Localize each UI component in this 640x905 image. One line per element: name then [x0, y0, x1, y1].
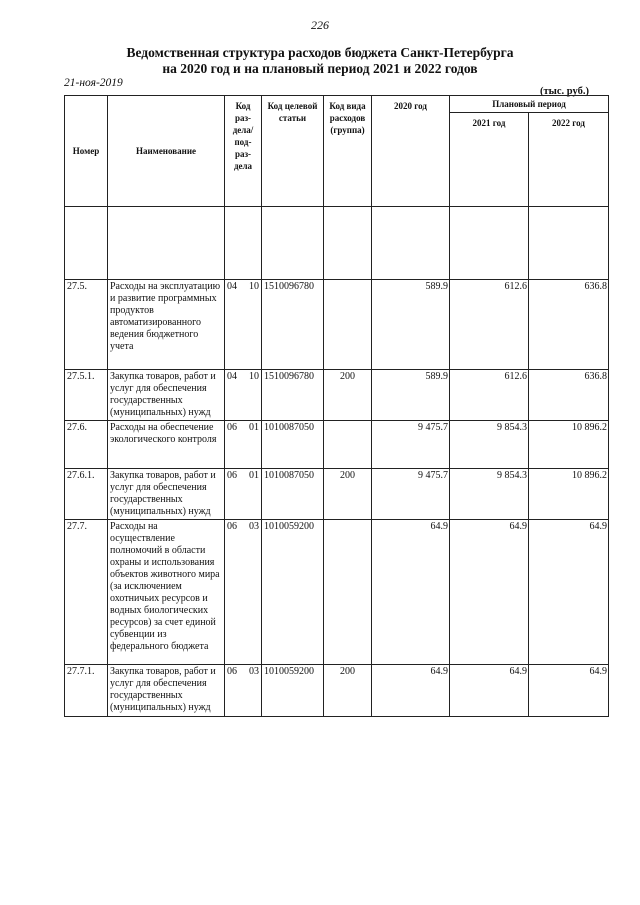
- header-expense-type-code: Код вида расходов (группа): [324, 96, 372, 207]
- row-amount-2020: 64.9: [372, 520, 450, 665]
- row-amount-2020: 589.9: [372, 370, 450, 421]
- units-label: (тыс. руб.): [540, 86, 589, 97]
- row-subsection: 03: [240, 520, 262, 665]
- row-target-code: 1510096780: [262, 280, 324, 370]
- row-number: 27.7.: [65, 520, 108, 665]
- header-planned-period: Плановый период: [450, 96, 609, 113]
- budget-table: [64, 95, 608, 717]
- document-date: 21-ноя-2019: [64, 77, 123, 89]
- header-target-code: Код целевой статьи: [262, 96, 324, 207]
- header-name: Наименование: [108, 96, 225, 207]
- row-section: 04: [225, 370, 240, 421]
- row-amount-2021: 64.9: [450, 665, 529, 717]
- row-amount-2022: 10 896.2: [529, 469, 609, 520]
- row-subsection: 03: [240, 665, 262, 717]
- row-subsection: 01: [240, 421, 262, 469]
- row-number: 27.6.: [65, 421, 108, 469]
- title-line-2: на 2020 год и на плановый период 2021 и 2022 годов: [162, 61, 478, 76]
- table-row: [65, 370, 609, 421]
- row-subsection: 10: [240, 280, 262, 370]
- row-amount-2021: 612.6: [450, 370, 529, 421]
- header-year-2021: 2021 год: [450, 113, 529, 207]
- page-number: 226: [311, 18, 329, 32]
- table-row: [65, 469, 609, 520]
- row-target-code: 1010087050: [262, 469, 324, 520]
- row-number: 27.6.1.: [65, 469, 108, 520]
- row-amount-2020: 589.9: [372, 280, 450, 370]
- row-name: Закупка товаров, работ и услуг для обеспечения государственных (муниципальных) нужд: [108, 370, 225, 421]
- row-name: Закупка товаров, работ и услуг для обеспечения государственных (муниципальных) нужд: [108, 469, 225, 520]
- header-section-code: Код раз- дела/ под- раз- дела: [225, 96, 262, 207]
- row-amount-2020: 64.9: [372, 665, 450, 717]
- row-subsection: 01: [240, 469, 262, 520]
- row-name: Расходы на осуществление полномочий в области охраны и использования объектов животного мира (за исключением охотничьих ресурсов и водных биологических ресурсов) за счет единой субвенции из федерального бюджета: [108, 520, 225, 665]
- row-number: 27.7.1.: [65, 665, 108, 717]
- row-expense-type: 200: [324, 665, 372, 717]
- row-expense-type: [324, 421, 372, 469]
- row-section: 06: [225, 665, 240, 717]
- row-amount-2021: 64.9: [450, 520, 529, 665]
- table-row: [65, 520, 609, 665]
- row-expense-type: 200: [324, 469, 372, 520]
- row-expense-type: [324, 280, 372, 370]
- row-expense-type: 200: [324, 370, 372, 421]
- table-row: [65, 280, 609, 370]
- header-year-2022: 2022 год: [529, 113, 609, 207]
- row-name: Закупка товаров, работ и услуг для обеспечения государственных (муниципальных) нужд: [108, 665, 225, 717]
- table-row: [65, 421, 609, 469]
- row-amount-2022: 636.8: [529, 370, 609, 421]
- header-year-2020: 2020 год: [372, 96, 450, 207]
- row-number: 27.5.: [65, 280, 108, 370]
- row-amount-2022: 64.9: [529, 520, 609, 665]
- row-section: 06: [225, 520, 240, 665]
- row-target-code: 1010087050: [262, 421, 324, 469]
- row-amount-2022: 10 896.2: [529, 421, 609, 469]
- table-row: [65, 665, 609, 717]
- row-amount-2020: 9 475.7: [372, 469, 450, 520]
- row-number: 27.5.1.: [65, 370, 108, 421]
- row-target-code: 1010059200: [262, 520, 324, 665]
- document-title: [0, 45, 640, 77]
- row-amount-2021: 9 854.3: [450, 469, 529, 520]
- row-target-code: 1010059200: [262, 665, 324, 717]
- row-section: 04: [225, 280, 240, 370]
- row-amount-2021: 9 854.3: [450, 421, 529, 469]
- row-expense-type: [324, 520, 372, 665]
- row-amount-2022: 636.8: [529, 280, 609, 370]
- row-amount-2021: 612.6: [450, 280, 529, 370]
- row-target-code: 1510096780: [262, 370, 324, 421]
- row-section: 06: [225, 421, 240, 469]
- row-name: Расходы на обеспечение экологического контроля: [108, 421, 225, 469]
- row-amount-2022: 64.9: [529, 665, 609, 717]
- row-section: 06: [225, 469, 240, 520]
- header-number: Номер: [65, 96, 108, 207]
- row-subsection: 10: [240, 370, 262, 421]
- title-line-1: Ведомственная структура расходов бюджета Санкт-Петербурга: [126, 45, 514, 60]
- row-name: Расходы на эксплуатацию и развитие программных продуктов автоматизированного ведения бюджетного учета: [108, 280, 225, 370]
- row-amount-2020: 9 475.7: [372, 421, 450, 469]
